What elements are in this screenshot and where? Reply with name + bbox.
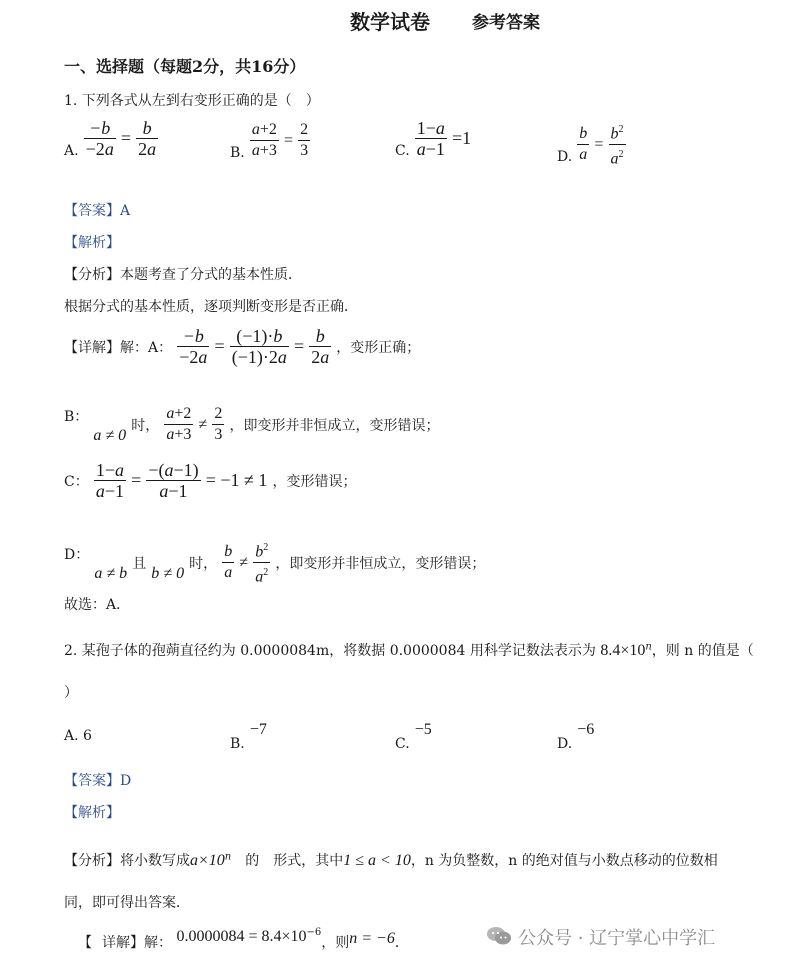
q1-detail-d: D： a ≠ b 且 b ≠ 0 时， $\frac{b}{a}$ ≠ $\frac{b^2}{a^2}$ ，即变形并非恒成立，变形错误；: [64, 538, 485, 588]
detail-bracket: 【: [78, 935, 92, 951]
q1-choose: 故选：A．: [64, 597, 131, 613]
q2-jiexi: 【解析】: [64, 805, 120, 821]
condition: b ≠ 0: [151, 564, 185, 582]
stem-exponent: n: [645, 641, 652, 653]
detail-suffix: ，即变形并非恒成立，变形错误；: [275, 555, 486, 572]
detail-suffix: ，变形正确；: [336, 339, 421, 356]
option-value: −6: [577, 721, 595, 738]
question-2-stem: [64, 640, 754, 660]
detail-label: C：: [64, 473, 89, 490]
fraction: $\frac{a+2}{a+3}$: [166, 405, 192, 443]
stem-text-post: ，则 n 的值是（: [651, 643, 754, 659]
fraction: $\frac{b}{2a}$: [138, 118, 157, 159]
fenxi-mid: 的 形式，其中: [231, 853, 344, 869]
condition: a ≠ b: [94, 564, 128, 582]
equation-tail: = −1 ≠ 1: [205, 470, 268, 490]
q2-fenxi-line2: 同，即可得出答案．: [64, 895, 190, 911]
detail-end: ．: [394, 935, 409, 951]
fraction: $\frac{2}{3}$: [214, 405, 223, 443]
fraction: $\frac{b}{2a}$: [311, 326, 330, 367]
detail-expression: 0.0000084 = 8.4×10: [176, 928, 307, 945]
fraction: $\frac{a+2}{a+3}$: [251, 121, 277, 159]
detail-when: 时，: [189, 555, 218, 572]
fenxi-pre: 【分析】将小数写成: [64, 853, 190, 869]
detail-exponent: −6: [306, 927, 322, 939]
q2-answer: 【答案】D: [64, 773, 132, 789]
fraction: $\frac{2}{3}$: [300, 121, 309, 159]
detail-when: 时，: [131, 417, 160, 434]
q1-option-c: C. $\frac{1-a}{a-1}$ =1: [395, 118, 472, 159]
fraction: $\frac{b^2}{a^2}$: [253, 538, 270, 588]
option-label: B.: [230, 144, 245, 161]
detail-rest: 详解】解：: [102, 935, 172, 951]
option-value: −7: [249, 721, 267, 738]
q1-option-b: B. $\frac{a+2}{a+3}$ = $\frac{2}{3}$: [230, 121, 309, 161]
question-1-stem: 1. 下列各式从左到右变形正确的是（ ）: [64, 93, 320, 109]
fraction: $\frac{b}{a}$: [224, 543, 233, 582]
detail-label: D：: [64, 546, 90, 563]
q1-jiexi: 【解析】: [64, 235, 120, 251]
stem-expression: 8.4×10: [600, 642, 646, 659]
detail-then: ，则: [321, 935, 350, 951]
q1-detail-b: B： a ≠ 0 时， $\frac{a+2}{a+3}$ ≠ $\frac{2}{3}$ ，即变形并非恒成立，变形错误；: [64, 405, 440, 444]
fraction: $\frac{b}{a}$: [579, 125, 588, 164]
fenxi-expression: a×10: [190, 852, 225, 869]
option-label: C.: [395, 142, 410, 159]
q2-option-b: [230, 716, 267, 752]
section-heading: 一、选择题（每题2分，共16分）: [64, 57, 306, 76]
detail-label: B：: [64, 408, 89, 425]
q1-option-d: D. $\frac{b}{a}$ = $\frac{b^2}{a^2}$: [557, 120, 626, 170]
q2-option-d: [557, 716, 594, 752]
q1-fenxi: 【分析】本题考查了分式的基本性质．: [64, 267, 302, 283]
condition: a ≠ 0: [93, 426, 127, 444]
q1-answer: 【答案】A: [64, 203, 131, 219]
option-label: C.: [395, 736, 410, 752]
wechat-icon: [486, 926, 512, 946]
watermark-text: 公众号 · 辽宁掌心中学汇: [518, 928, 716, 949]
q1-fenxi-2: 根据分式的基本性质，逐项判断变形是否正确．: [64, 299, 358, 315]
detail-and: 且: [132, 555, 147, 572]
page-subtitle: 参考答案: [472, 13, 540, 33]
detail-n-value: n = −6: [349, 930, 395, 947]
question-2-close: ）: [64, 685, 78, 701]
fenxi-range: 1 ≤ a < 10: [343, 852, 411, 869]
fenxi-post: ，n 为负整数，n 的绝对值与小数点移动的位数相: [410, 853, 718, 869]
option-label: D.: [557, 148, 573, 165]
q2-fenxi: [64, 850, 718, 870]
detail-suffix: ，变形错误；: [272, 473, 357, 490]
stem-text: 2. 某孢子体的孢蒴直径约为 0.0000084m，将数据 0.0000084 用科学记数法表示为: [64, 643, 601, 659]
option-label: A.: [64, 142, 79, 159]
page-title: 数学试卷: [350, 10, 430, 34]
fraction: $\frac{-b}{-2a}$: [85, 118, 114, 159]
fraction: $\frac{1-a}{a-1}$: [95, 460, 124, 501]
q2-option-a: A. 6: [64, 728, 92, 744]
option-value: −5: [414, 721, 432, 738]
fraction: $\frac{(-1)\cdot b}{(-1)\cdot 2a}$: [231, 326, 287, 367]
option-label: B.: [230, 736, 245, 752]
option-label: D.: [557, 736, 573, 752]
fraction: $\frac{-b}{-2a}$: [179, 326, 208, 367]
q1-detail-c: C： $\frac{1-a}{a-1}$ = $\frac{-(a-1)}{a-1}$ = −1 ≠ 1 ，变形错误；: [64, 460, 357, 501]
fraction: $\frac{b^2}{a^2}$: [609, 120, 626, 170]
detail-prefix: 【详解】解：A：: [64, 339, 173, 356]
q2-option-c: [395, 716, 432, 752]
fraction: $\frac{-(a-1)}{a-1}$: [148, 460, 199, 501]
q1-detail-a: 【详解】解：A： $\frac{-b}{-2a}$ = $\frac{(-1)\cdot b}{(-1)\cdot 2a}$ = $\frac{b}{2a}$ ，变形正确；: [64, 326, 421, 367]
q1-option-a: A. $\frac{-b}{-2a}$ = $\frac{b}{2a}$: [64, 118, 157, 159]
fraction: $\frac{1-a}{a-1}$: [416, 118, 445, 159]
q2-xiangjie: [78, 927, 409, 952]
fenxi-exponent: n: [224, 851, 232, 863]
detail-suffix: ，即变形并非恒成立，变形错误；: [229, 417, 440, 434]
